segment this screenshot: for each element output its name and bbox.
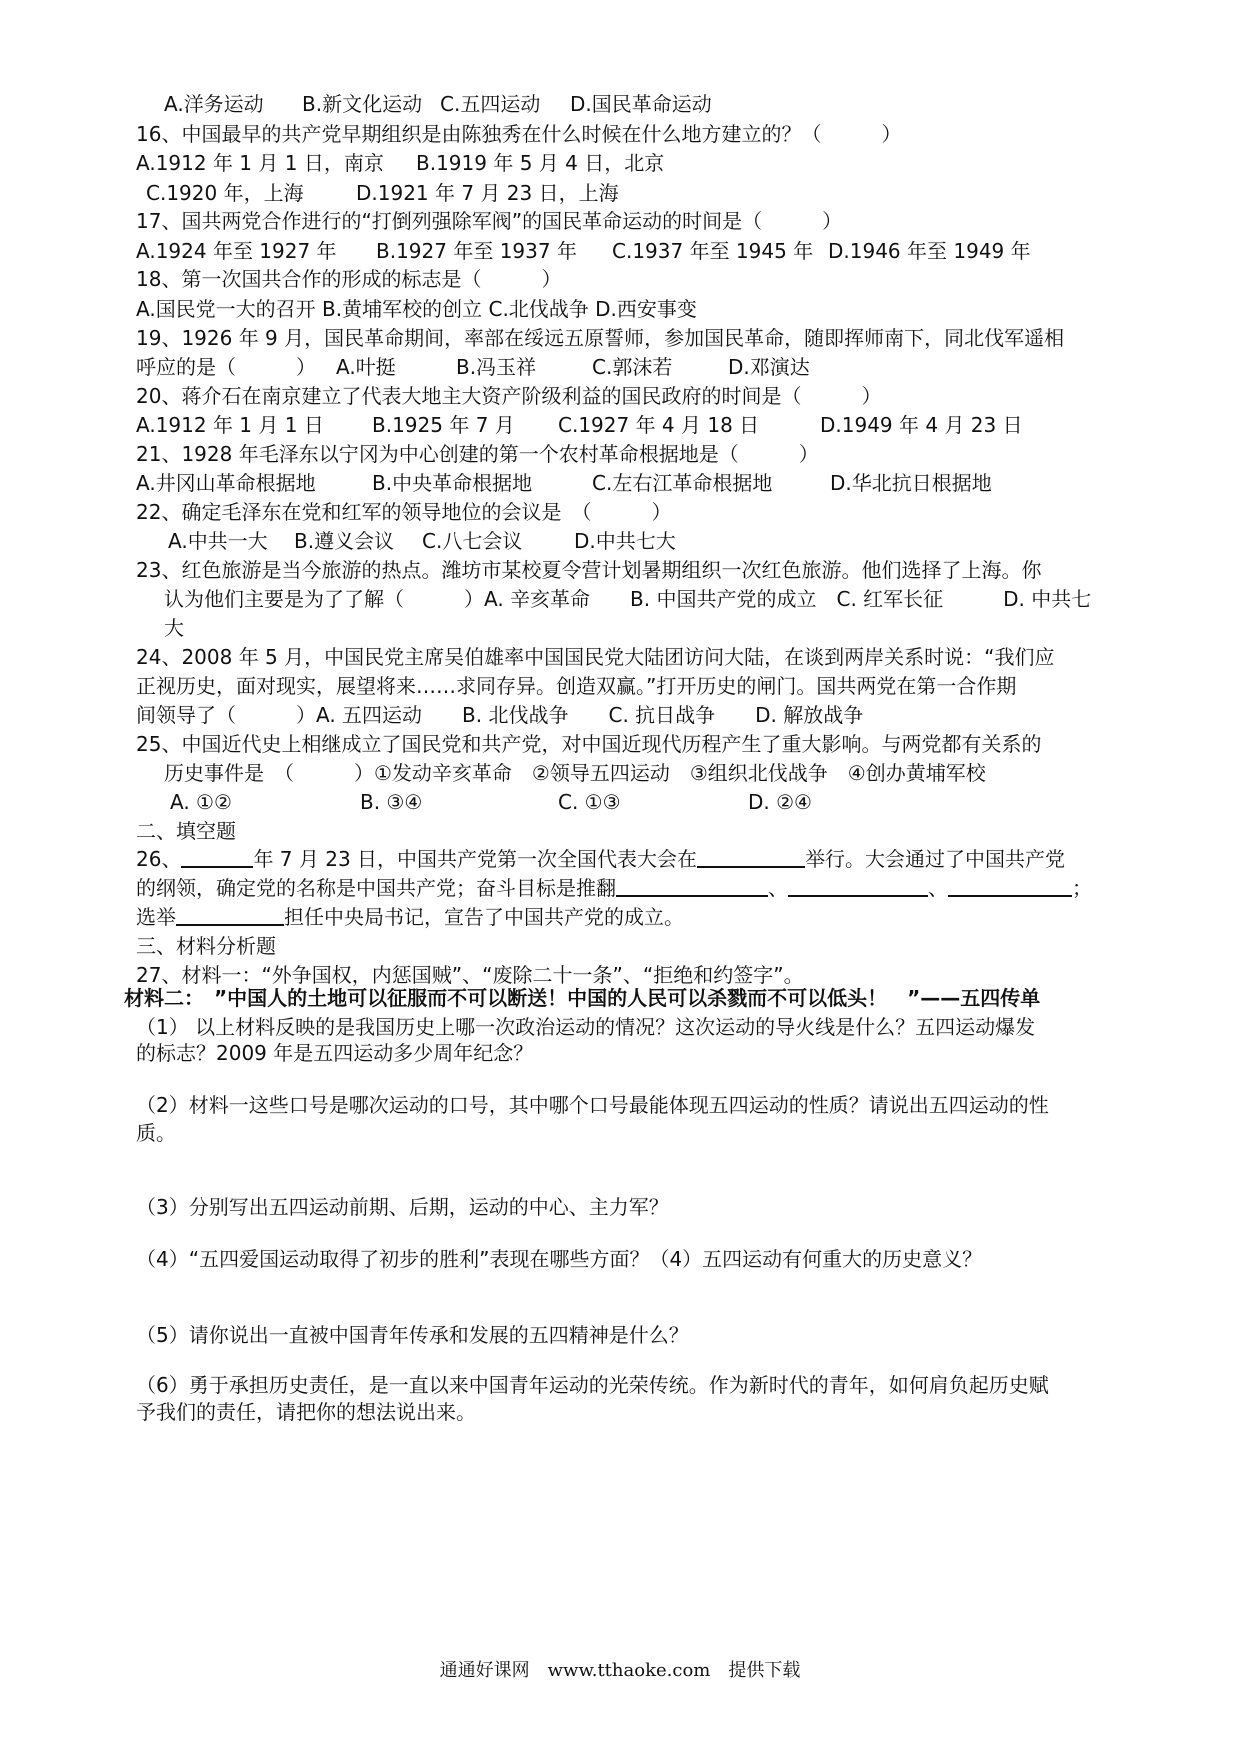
answer-blank-year[interactable] [181, 846, 253, 868]
q23-line1: 23、红色旅游是当今旅游的热点。潍坊市某校夏令营计划暑期组织一次红色旅游。他们选择了上海。你 [136, 558, 1042, 582]
option: A.1912 年 1 月 1 日 [136, 413, 324, 437]
q17-options [136, 238, 1126, 264]
option: D.中共七大 [574, 529, 676, 553]
option: C.五四运动 [440, 92, 541, 116]
option: A.1924 年至 1927 年 [136, 239, 337, 263]
option: B.冯玉祥 [456, 355, 537, 379]
q27-sub6-line1: （6）勇于承担历史责任，是一直以来中国青年运动的光荣传统。作为新时代的青年，如何肩负起历史赋 [136, 1373, 1049, 1397]
q26-number: 26、 [136, 847, 182, 871]
answer-blank-secretary[interactable] [176, 904, 284, 926]
q16-options-row1 [136, 150, 1126, 176]
q21-options [136, 470, 1126, 496]
q18-stem: 18、第一次国共合作的形成的标志是（ ） [136, 267, 562, 291]
option: D.邓演达 [728, 355, 810, 379]
separator: 、 [928, 876, 948, 900]
option: A.1912 年 1 月 1 日，南京 [136, 151, 384, 175]
q27-sub2-line1: （2）材料一这些口号是哪次运动的口号，其中哪个口号最能体现五四运动的性质？请说出五四运动的性 [136, 1093, 1049, 1117]
q16-stem: 16、中国最早的共产党早期组织是由陈独秀在什么时候在什么地方建立的？（ ） [136, 122, 902, 146]
q27-sub1-line2: 的标志？2009 年是五四运动多少周年纪念？ [136, 1041, 534, 1065]
answer-blank-goal-2[interactable] [788, 875, 928, 897]
q26-text: 担任中央局书记，宣告了中国共产党的成立。 [284, 905, 684, 929]
q16-options-row2 [146, 180, 1136, 206]
option: C. ①③ [558, 790, 621, 814]
q27-sub5: （5）请你说出一直被中国青年传承和发展的五四精神是什么？ [136, 1323, 689, 1347]
q23-line3: 大 [164, 616, 184, 640]
q19-prefix: 呼应的是（ ） [136, 355, 316, 379]
option: A.中共一大 [168, 529, 268, 553]
q25-options [170, 789, 1160, 815]
answer-blank-place[interactable] [697, 846, 805, 868]
option: B.1919 年 5 月 4 日，北京 [416, 151, 665, 175]
q26-text: 举行。大会通过了中国共产党 [805, 847, 1066, 871]
option: D.国民革命运动 [570, 92, 712, 116]
page-footer: 通通好课网 www.tthaoke.com 提供下载 [439, 1660, 801, 1681]
q26-line3 [136, 904, 1126, 930]
q19-line1: 19、1926 年 9 月，国民革命期间，率部在绥远五原誓师，参加国民革命，随即挥师南下，同北伐军遥相 [136, 326, 1065, 350]
q23-line2: 认为他们主要是为了了解（ ）A. 辛亥革命 B. 中国共产党的成立 C. 红军长征 D. 中共七 [164, 587, 1092, 611]
option: C.1937 年至 1945 年 [612, 239, 814, 263]
option: B. ③④ [360, 790, 423, 814]
q27-sub2-line2: 质。 [136, 1121, 176, 1145]
q17-stem: 17、国共两党合作进行的“打倒列强除军阀”的国民革命运动的时间是（ ） [136, 209, 843, 233]
q18-options: A.国民党一大的召开 B.黄埔军校的创立 C.北伐战争 D.西安事变 [136, 297, 697, 321]
q25-line1: 25、中国近代史上相继成立了国民党和共产党，对中国近现代历程产生了重大影响。与两党都有关系的 [136, 732, 1042, 756]
option: B.中央革命根据地 [372, 471, 533, 495]
section-heading-fill-in: 二、填空题 [136, 819, 236, 843]
option: C.左右江革命根据地 [592, 471, 773, 495]
q26-line2 [136, 875, 1126, 901]
option: A.井冈山革命根据地 [136, 471, 316, 495]
section-heading-material-analysis: 三、材料分析题 [136, 934, 276, 958]
q19-line2 [136, 354, 1126, 380]
q27-sub1-line1: （1） 以上材料反映的是我国历史上哪一次政治运动的情况？这次运动的导火线是什么？五四运动爆发 [136, 1015, 1036, 1039]
option: C.八七会议 [422, 529, 523, 553]
q27-sub6-line2: 予我们的责任，请把你的想法说出来。 [136, 1400, 476, 1424]
q26-text: 的纲领，确定党的名称是中国共产党；奋斗目标是推翻 [136, 876, 616, 900]
option: A.叶挺 [336, 355, 396, 379]
option: D. ②④ [748, 790, 812, 814]
q24-line2: 正视历史，面对现实，展望将来……求同存异。创造双赢。”打开历史的闸门。国共两党在第一合作期 [136, 674, 1017, 698]
option: D.1949 年 4 月 23 日 [820, 413, 1023, 437]
q22-options [168, 528, 1158, 554]
option: B.1927 年至 1937 年 [376, 239, 577, 263]
option: C.1920 年，上海 [146, 181, 304, 205]
separator: 、 [768, 876, 788, 900]
q26-line1 [136, 846, 1126, 872]
option: A. ①② [170, 790, 232, 814]
option: D.华北抗日根据地 [830, 471, 992, 495]
option: C.郭沫若 [592, 355, 673, 379]
option: B.遵义会议 [294, 529, 395, 553]
answer-blank-goal-3[interactable] [948, 875, 1072, 897]
q27-sub3: （3）分别写出五四运动前期、后期，运动的中心、主力军？ [136, 1195, 669, 1219]
q27-material-2: 材料二： ”中国人的土地可以征服而不可以断送！中国的人民可以杀戮而不可以低头！ ”——五四传单 [124, 986, 1041, 1010]
q26-text: 选举 [136, 905, 176, 929]
option: C.1927 年 4 月 18 日 [558, 413, 760, 437]
q15-options [164, 91, 1154, 117]
q24-line1: 24、2008 年 5 月，中国民党主席吴伯雄率中国国民党大陆团访问大陆，在谈到两岸关系时说：“我们应 [136, 645, 1055, 669]
q25-line2: 历史事件是 （ ）①发动辛亥革命 ②领导五四运动 ③组织北伐战争 ④创办黄埔军校 [164, 761, 986, 785]
q24-line3: 间领导了（ ）A. 五四运动 B. 北伐战争 C. 抗日战争 D. 解放战争 [136, 703, 864, 727]
option: D.1921 年 7 月 23 日，上海 [356, 181, 619, 205]
q27-sub4: （4）“五四爱国运动取得了初步的胜利”表现在哪些方面？（4）五四运动有何重大的历史意义？ [136, 1247, 983, 1271]
q20-stem: 20、蒋介石在南京建立了代表大地主大资产阶级利益的国民政府的时间是（ ） [136, 384, 882, 408]
separator: ； [1072, 876, 1092, 900]
q21-stem: 21、1928 年毛泽东以宁冈为中心创建的第一个农村革命根据地是（ ） [136, 442, 819, 466]
answer-blank-goal-1[interactable] [616, 875, 768, 897]
q22-stem: 22、确定毛泽东在党和红军的领导地位的会议是 （ ） [136, 500, 672, 524]
option: B.新文化运动 [302, 92, 423, 116]
option: A.洋务运动 [164, 92, 264, 116]
option: D.1946 年至 1949 年 [828, 239, 1031, 263]
q26-text: 年 7 月 23 日，中国共产党第一次全国代表大会在 [253, 847, 698, 871]
q27-material-1: 27、材料一：“外争国权，内惩国贼”、“废除二十一条”、“拒绝和约签字”。 [136, 963, 804, 987]
q20-options [136, 412, 1126, 438]
option: B.1925 年 7 月 [372, 413, 515, 437]
